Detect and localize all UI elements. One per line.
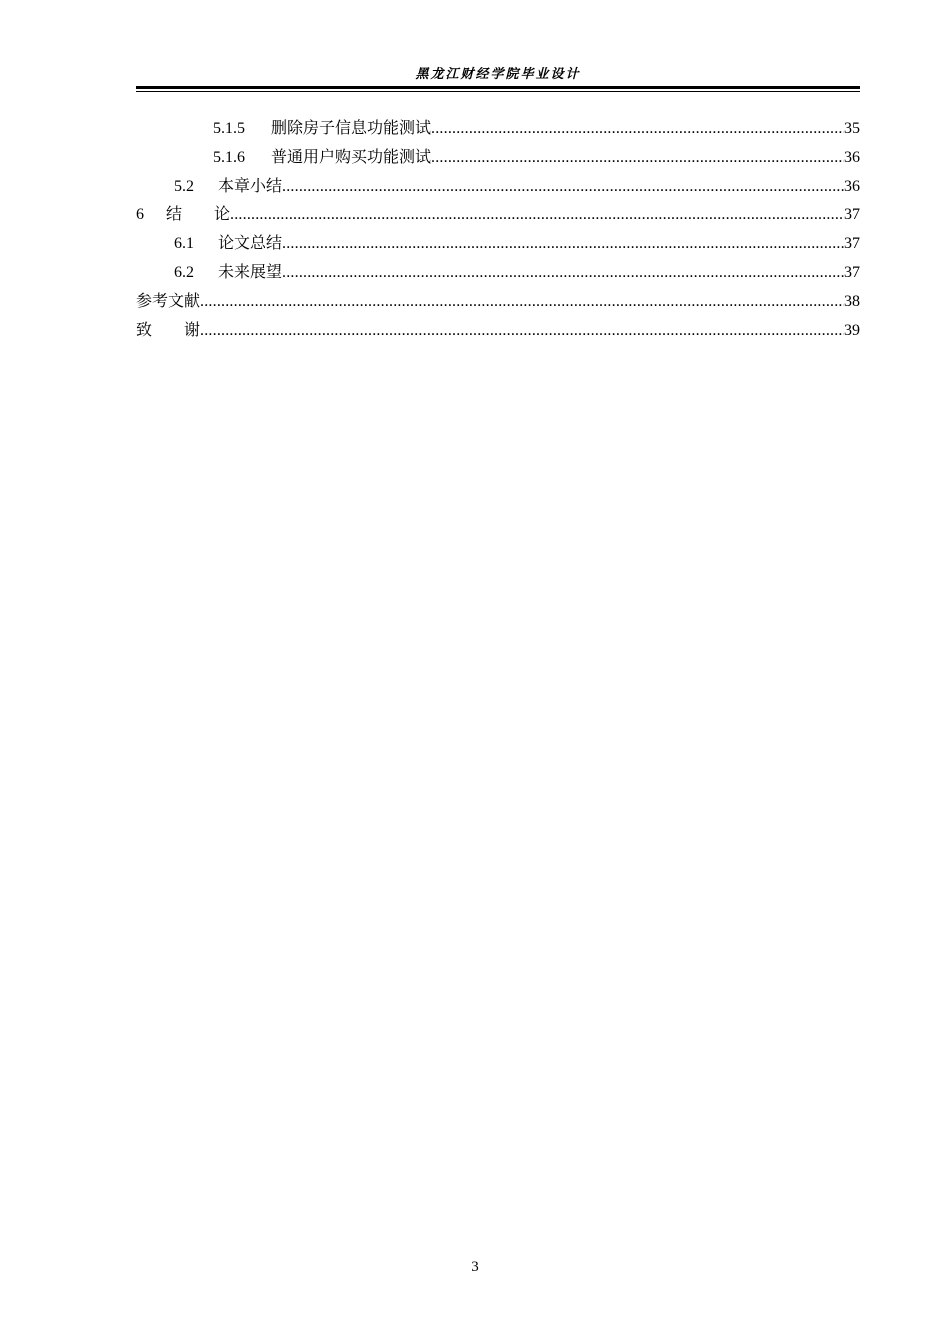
- header-rule-thick: [136, 86, 860, 89]
- toc-entry-page: 37: [844, 263, 860, 281]
- toc-entry-5-1-5[interactable]: [136, 114, 860, 143]
- header-rule-thin: [136, 91, 860, 92]
- toc-dot-leader: [200, 288, 844, 317]
- toc-entry-page: 39: [844, 321, 860, 339]
- toc-dot-leader: [431, 115, 844, 144]
- toc-entry-6[interactable]: [136, 200, 860, 229]
- toc-entry-title: 删除房子信息功能测试: [271, 118, 432, 137]
- toc-dot-leader: [282, 230, 844, 259]
- toc-entry-page: 37: [844, 235, 860, 253]
- toc-entry-number: 6.1: [174, 235, 194, 253]
- toc-dot-leader: [230, 201, 844, 230]
- page-number: 3: [471, 1259, 479, 1275]
- toc-dot-leader: [282, 173, 844, 202]
- toc-entry-title: 参考文献: [136, 290, 201, 310]
- toc-entry-6-1[interactable]: [136, 229, 860, 258]
- toc-entry-title: 结 论: [166, 204, 231, 224]
- toc-entry-number: 6.2: [174, 263, 194, 281]
- toc-entry-page: 36: [844, 177, 860, 195]
- toc-entry-number: 5.2: [174, 177, 194, 195]
- toc-entry-5-2[interactable]: [136, 172, 860, 201]
- toc-dot-leader: [431, 144, 844, 173]
- toc-entry-acknowledgements[interactable]: [136, 316, 860, 345]
- running-header-title: 黑龙江财经学院毕业设计: [415, 67, 581, 82]
- toc-entry-number: 5.1.5: [213, 120, 245, 137]
- table-of-contents: [136, 114, 860, 344]
- toc-entry-page: 36: [844, 148, 860, 166]
- toc-dot-leader: [282, 259, 844, 288]
- toc-entry-number: 5.1.6: [213, 148, 245, 166]
- toc-entry-6-2[interactable]: [136, 258, 860, 287]
- toc-entry-number: 6: [136, 206, 144, 224]
- toc-entry-title: 论文总结: [218, 233, 283, 253]
- toc-entry-references[interactable]: [136, 287, 860, 316]
- toc-entry-page: 35: [844, 120, 860, 137]
- toc-dot-leader: [200, 317, 844, 346]
- toc-entry-page: 37: [844, 206, 860, 224]
- toc-entry-title: 致 谢: [136, 319, 201, 339]
- toc-entry-title: 未来展望: [218, 261, 283, 281]
- toc-entry-page: 38: [844, 292, 860, 310]
- toc-entry-title: 普通用户购买功能测试: [271, 146, 432, 166]
- toc-entry-5-1-6[interactable]: [136, 143, 860, 172]
- toc-entry-title: 本章小结: [218, 175, 283, 195]
